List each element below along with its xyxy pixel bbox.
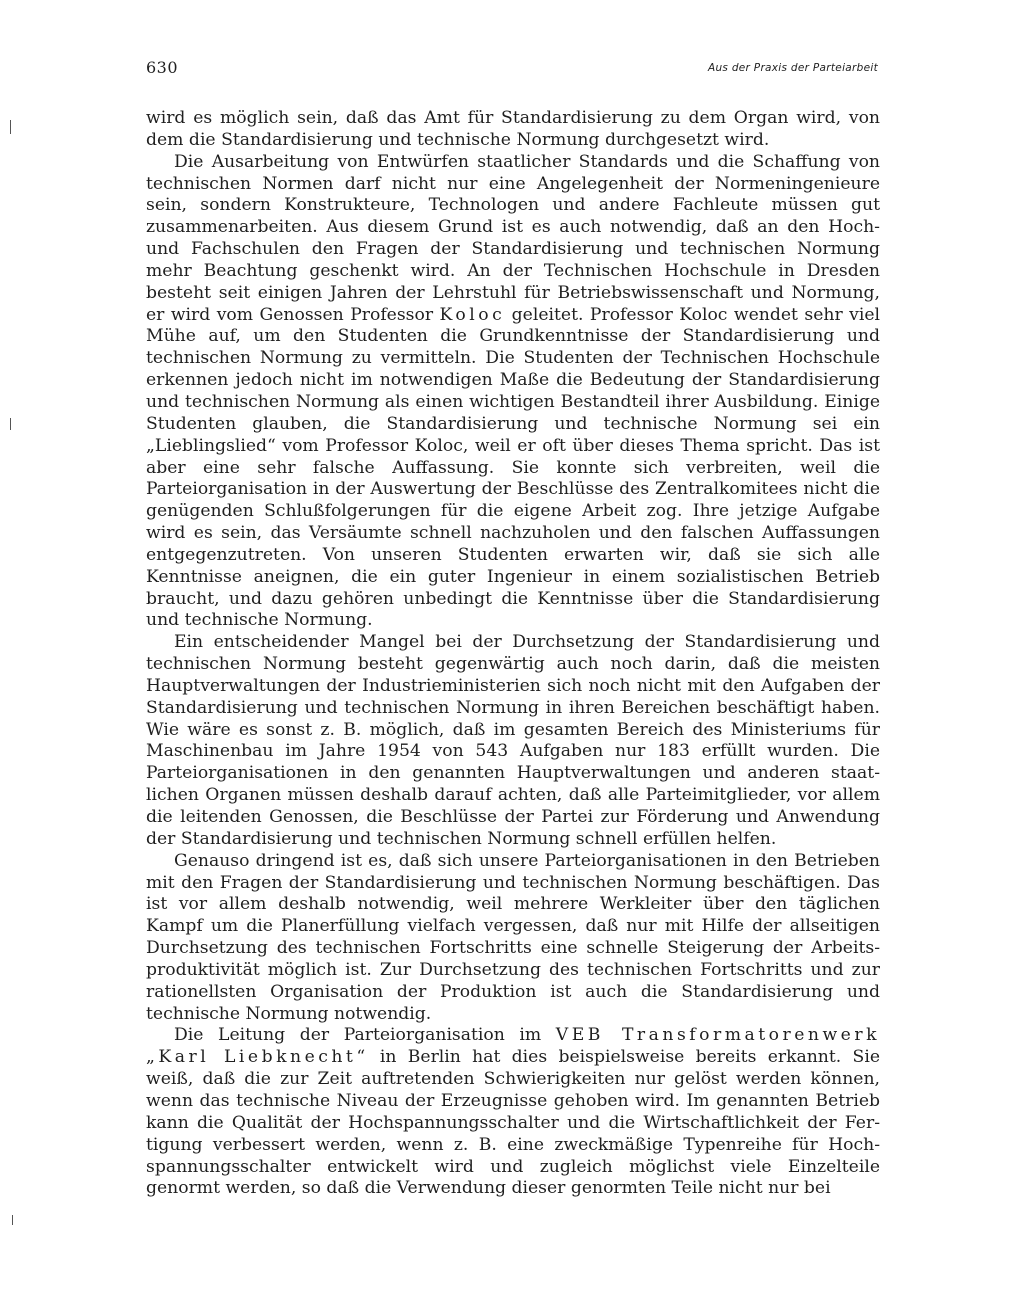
page-header — [146, 58, 878, 84]
page-number: 630 — [146, 58, 179, 77]
scan-margin-mark — [10, 418, 11, 430]
paragraph-text: Genauso dringend ist es, daß sich unsere Parteiorganisationen in den Betrieben mit den Fragen der Standardisierung und technischen Normung beschäftigen. Das ist vor allem deshalb notwendig, weil mehrere Werkleiter über den täglichen Kampf um die Planerfüllung vielfach vergessen, daß nur mit Hilfe der allseitigen Durchsetzung des technischen Fortschritts eine schnelle Steigerung der Arbeitsproduktivität möglich ist. Zur Durchsetzung des technischen Fortschritts und zur rationellsten Organisation der Produktion ist auch die Standardisierung und technische Normung notwendig. — [146, 850, 880, 1024]
body-text — [146, 108, 880, 1200]
paragraph — [146, 851, 880, 1026]
paragraph-text: Die Leitung der Parteiorganisation im — [174, 1025, 556, 1046]
scan-margin-mark — [10, 120, 11, 134]
running-head: Aus der Praxis der Parteiarbeit — [707, 62, 878, 74]
spaced-emphasis-text: VEB Transformatorenwerk „Karl Liebknecht“ — [146, 1025, 880, 1068]
paragraph — [146, 152, 880, 633]
scan-margin-mark — [12, 1215, 13, 1225]
paragraph-text: geleitet. Professor Koloc wendet sehr viel Mühe auf, um den Studenten die Grundkenntnisse der Standardisierung und technischen Normung zu vermitteln. Die Studenten der Technischen Hochschule erkennen jedoch nicht im notwendigen Maße die Bedeutung der Standardisierung und technischen Normung als einen wichtigen Bestandteil ihrer Ausbildung. Einige Studenten glauben, die Standardisierung und technische Normung sei ein „Lieblingslied“ vom Professor Koloc, weil er oft über dieses Thema spricht. Das ist aber eine sehr falsche Auffassung. Sie konnte sich verbreiten, weil die Parteiorganisation in der Auswertung der Beschlüsse des Zentralkomitees nicht die genügenden Schlußfolgerungen für die eigene Arbeit zog. Ihre jetzige Aufgabe wird es sein, das Versäumte schnell nachzuholen und den falschen Auffassungen entgegenzutreten. Von unseren Studenten erwarten wir, daß sie sich alle Kenntnisse aneignen, die ein guter Ingenieur in einem sozialistischen Betrieb braucht, und dazu gehören unbedingt die Kenntnisse über die Standardisierung und technische Normung. — [146, 304, 880, 631]
paragraph-text: in Berlin hat dies beispielsweise bereits erkannt. Sie weiß, daß die zur Zeit auftretenden Schwierigkeiten nur gelöst werden können, wenn das technische Niveau der Erzeugnisse gehoben wird. Im genannten Betrieb kann die Qualität der Hochspannungsschalter und die Wirtschaftlichkeit der Fertigung verbessert werden, wenn z. B. eine zweckmäßige Typenreihe für Hochspannungsschalter entwickelt wird und zugleich möglichst viele Einzelteile genormt werden, so daß die Verwendung dieser genormten Teile nicht nur bei — [146, 1047, 880, 1199]
paragraph — [146, 108, 880, 152]
paragraph — [146, 632, 880, 850]
paragraph-text: Ein entscheidender Mangel bei der Durchsetzung der Standardisierung und technischen Normung besteht gegenwärtig auch noch darin, daß die meisten Hauptverwaltungen der Industrieministerien sich noch nicht mit den Aufgaben der Standardisierung und technischen Normung in ihren Bereichen beschäftigt haben. Wie wäre es sonst z. B. möglich, daß im gesamten Bereich des Ministeriums für Maschinenbau im Jahre 1954 von 543 Aufgaben nur 183 erfüllt wurden. Die Parteiorganisationen in den genannten Hauptverwaltungen und anderen staatlichen Organen müssen deshalb darauf achten, daß alle Parteimitglieder, vor allem die leitenden Genossen, die Beschlüsse der Partei zur Förderung und Anwendung der Standardisierung und technischen Normung schnell erfüllen helfen. — [146, 632, 880, 849]
paragraph-text: Die Ausarbeitung von Entwürfen staatlicher Standards und die Schaffung von technischen Normen darf nicht nur eine Angelegenheit der Normeningenieure sein, sondern Konstrukteure, Technologen und andere Fachleute müssen gut zusammenarbeiten. Aus diesem Grund ist es auch notwendig, daß an den Hoch- und Fachschulen den Fragen der Standardisierung und technischen Normung mehr Beachtung geschenkt wird. An der Technischen Hochschule in Dresden besteht seit einigen Jahren der Lehrstuhl für Betriebswissenschaft und Normung, er wird vom Genossen Professor — [146, 151, 880, 325]
spaced-emphasis-text: Koloc — [439, 304, 506, 325]
paragraph-text: wird es möglich sein, daß das Amt für Standardisierung zu dem Organ wird, von dem die Standardisierung und technische Normung durchgesetzt wird. — [146, 108, 880, 150]
paragraph — [146, 1025, 880, 1200]
